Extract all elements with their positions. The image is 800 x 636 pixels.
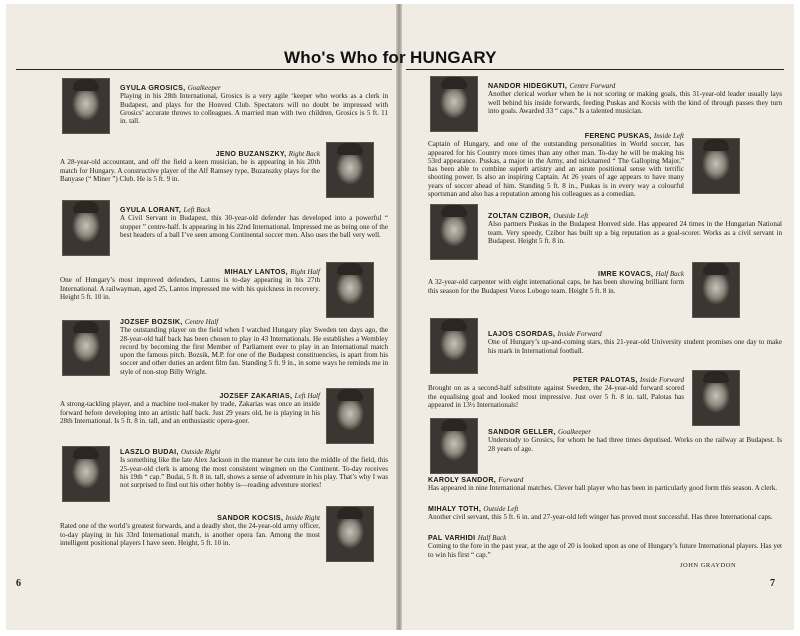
player-bio: A strong-tackling player, and a machine tool-maker by trade, Zakarias was once an inside forward before developing into an artistic half back. Just 29 years old, he is playing in his 28th International. Is 5 ft. 8 in. tall, and an enthusiastic opera-goer.: [60, 400, 320, 425]
player-name: SANDOR GELLER,: [488, 428, 556, 436]
player-photo: [430, 318, 478, 374]
player-entry: [60, 268, 320, 301]
player-entry: [428, 270, 684, 295]
player-entry: [428, 505, 782, 522]
player-entry: [488, 82, 782, 115]
player-name: PETER PALOTAS,: [573, 376, 638, 384]
player-bio: Brought on as a second-half substitute against Sweden, the 24-year-old forward scored the equalising goal and looked most impressive. Just over 5 ft. 8 in. tall, Palotas has appeared in 13½ Internationals!: [428, 384, 684, 409]
player-position: Forward: [498, 476, 524, 484]
player-bio: A Civil Servant in Budapest, this 30-year-old defender has developed into a powerful “ stopper ” centre-half. Is appearing in his 22nd International. Impressed me as being one of the best headers of a ball I’ve seen among Continental soccer men. Also uses the ball very well.: [120, 214, 388, 239]
player-bio: Also partners Puskas in the Budapest Honved side. Has appeared 24 times in the Hungarian National team. Very speedy, Czibor has built up a big reputation as a goal-scorer. Works as a civil servant in Budapest. Height 5 ft. 8 in.: [488, 220, 782, 245]
player-name: NANDOR HIDEGKUTI,: [488, 82, 568, 90]
player-bio: Has appeared in nine International matches. Clever ball player who has been in particularly good form this season. A clerk.: [428, 484, 778, 493]
player-photo: [692, 262, 740, 318]
player-name: JOZSEF ZAKARIAS,: [219, 392, 293, 400]
player-entry: [488, 330, 782, 355]
player-bio: Is something like the late Alex Jackson in the manner he cuts into the middle of the field, this 25-year-old clerk is among the most consistent wingmen on the Continent. To-day receives his 19th “ cap.” Budai, 5 ft. 8 in. tall, shows a sense of adventure in his play. That’s why I was not surprised to find out his other hobby is—reading adventure stories!: [120, 456, 388, 490]
player-bio: One of Hungary’s most improved defenders, Lantos is to-day appearing in his 27th International. A railwayman, aged 25, Lantos impressed me with his quickness in recovery. Height 5 ft. 10 in.: [60, 276, 320, 301]
player-entry: [120, 206, 388, 239]
page-number-right: 7: [770, 578, 775, 589]
player-bio: Coming to the fore in the past year, at the age of 20 is looked upon as one of Hungary’s future International players. Has yet to win his first “ cap.”: [428, 542, 782, 559]
player-name: KAROLY SANDOR,: [428, 476, 497, 484]
player-name: IMRE KOVACS,: [598, 270, 654, 278]
player-position: Outside Right: [180, 448, 221, 456]
page-title-left: Who's Who for: [284, 48, 406, 67]
player-position: Goalkeeper: [557, 428, 592, 436]
player-position: Centre Forward: [569, 82, 616, 90]
player-photo: [62, 78, 110, 134]
player-entry: [428, 132, 684, 198]
player-photo: [430, 204, 478, 260]
player-entry: [120, 84, 388, 125]
player-photo: [692, 138, 740, 194]
player-photo: [326, 506, 374, 562]
player-name: GYULA LORANT,: [120, 206, 182, 214]
player-position: Right Back: [288, 150, 320, 158]
player-entry: [428, 376, 684, 409]
player-bio: Captain of Hungary, and one of the outstanding personalities in World soccer, has appeared for his Country more times than any other man. To-day he will be making his 53rd appearance. Puskas, a major in the Army, and nicknamed “ The Galloping Major,” has been able to combine superb artistry and an astute positional sense with terrific shooting power. Is also an inspiring Captain. At 26 years of age appears to have many years of soccer ahead of him. Standing 5 ft. 8 in., Puskas is in every way a colourful sportsman and also has a reputation among his colleagues as a comedian.: [428, 140, 684, 199]
player-position: Inside Right: [285, 514, 320, 522]
player-position: Right Half: [290, 268, 320, 276]
player-name: LAJOS CSORDAS,: [488, 330, 556, 338]
player-entry: [120, 448, 388, 489]
author-credit: JOHN GRAYDON: [680, 562, 737, 569]
player-bio: Another clerical worker when he is not scoring or making goals, this 31-year-old leader usually lays well behind his inside forwards, feeding Puskas and Kocsis with the kind of through passes they turn into goals. Awarded 33 “ caps.” Is a talented musician.: [488, 90, 782, 115]
player-photo: [326, 142, 374, 198]
player-name: MIHALY TOTH,: [428, 505, 482, 513]
player-position: Inside Left: [653, 132, 684, 140]
player-bio: Playing in his 28th International, Grosics is a very agile ‘keeper who works as a clerk in Budapest, and plays for the Honved Club. Spectators will no doubt be impressed with Grosics’ accurate throws to colleagues. A married man with two children, Grosics is 5 ft. 11 in. tall.: [120, 92, 388, 126]
player-position: Left Back: [183, 206, 211, 214]
player-name: ZOLTAN CZIBOR,: [488, 212, 552, 220]
player-name: LASZLO BUDAI,: [120, 448, 179, 456]
player-entry: [60, 150, 320, 183]
player-entry: [60, 514, 320, 547]
player-bio: A 32-year-old carpenter with eight international caps, he has been showing brilliant form this season for the Budapest Voros Lobogo team. Height 5 ft. 8 in.: [428, 278, 684, 295]
player-entry: [428, 476, 782, 493]
player-entry: [428, 534, 782, 559]
player-position: Half Back: [477, 534, 507, 542]
player-position: Inside Forward: [557, 330, 602, 338]
player-bio: One of Hungary’s up-and-coming stars, this 21-year-old University student promises one day to make his mark in International football.: [488, 338, 782, 355]
player-name: FERENC PUSKAS,: [584, 132, 652, 140]
player-bio: Understudy to Grosics, for whom he had three times deputised. Works on the railway at Budapest. Is 28 years of age.: [488, 436, 782, 453]
player-entry: [120, 318, 388, 376]
player-name: PAL VARHIDI: [428, 534, 476, 542]
player-entry: [60, 392, 320, 425]
player-position: Half Back: [655, 270, 684, 278]
page-title-right: HUNGARY: [410, 48, 497, 67]
player-photo: [326, 262, 374, 318]
player-photo: [430, 76, 478, 132]
player-position: Goalkeeper: [187, 84, 221, 92]
player-name: JOZSEF BOZSIK,: [120, 318, 183, 326]
title-rule-left: [16, 69, 392, 70]
player-position: Outside Left: [553, 212, 589, 220]
player-bio: The outstanding player on the field when I watched Hungary play Sweden ten days ago, the 28-year-old half back has been chosen to play in 43 Internationals. He establishes a Wembley record by becoming the first Member of Parliament ever to play in an International match upon the famous pitch. Bozsik, M.P. for one of the Budapest constituencies, is apart from his soccer and other duties an ardent film fan. Standing 5 ft. 9 in., in some ways he reminds me in style of non-stop Billy Wright.: [120, 326, 388, 376]
player-photo: [62, 320, 110, 376]
player-photo: [62, 200, 110, 256]
player-bio: Another civil servant, this 5 ft. 6 in. and 27-year-old left winger has proved most successful. Has three International caps.: [428, 513, 773, 522]
player-photo: [326, 388, 374, 444]
page-number-left: 6: [16, 578, 21, 589]
player-name: GYULA GROSICS,: [120, 84, 186, 92]
player-position: Left Half: [294, 392, 320, 400]
player-name: SANDOR KOCSIS,: [217, 514, 284, 522]
player-bio: Rated one of the world’s greatest forwards, and a deadly shot, the 24-year-old army officer, to-day playing in his 33rd International match, is another opera fan. Among the most intelligent positional players I have seen. Height, 5 ft. 10 in.: [60, 522, 320, 547]
player-position: Outside Left: [483, 505, 519, 513]
title-rule-right: [406, 69, 784, 70]
player-name: JENO BUZANSZKY,: [215, 150, 287, 158]
player-photo: [430, 418, 478, 474]
player-entry: [488, 428, 782, 453]
player-photo: [692, 370, 740, 426]
player-position: Inside Forward: [639, 376, 684, 384]
player-entry: [488, 212, 782, 245]
player-photo: [62, 446, 110, 502]
player-name: MIHALY LANTOS,: [224, 268, 288, 276]
player-position: Centre Half: [184, 318, 219, 326]
player-bio: A 28-year-old accountant, and off the field a keen musician, he is appearing in his 20th match for Hungary. A constructive player of the Alf Ramsey type, Buzanszky plays for the Banyase (“ Miner ”) Club. He is 5 ft. 9 in.: [60, 158, 320, 183]
